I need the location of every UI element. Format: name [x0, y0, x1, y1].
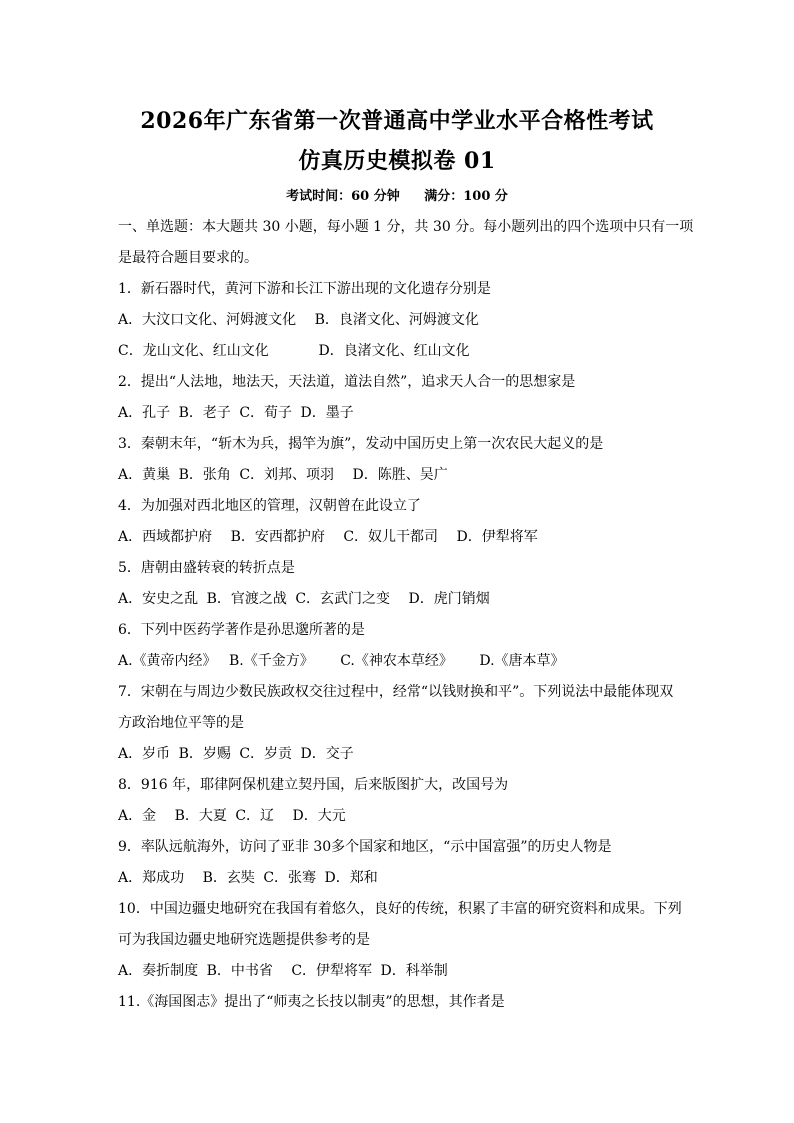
exam-meta	[0, 185, 794, 204]
question-stem: 3．秦朝末年，“斩木为兵，揭竿为旗”，发动中国历史上第一次农民大起义的是	[118, 436, 604, 452]
option: B．张角	[178, 467, 231, 483]
option-row	[118, 403, 688, 423]
section-instructions: 一、单选题：本大题共 30 小题，每小题 1 分，共 30 分。每小题列出的四个选项中只有一项	[118, 219, 694, 235]
option: C．龙山文化、红山文化	[118, 343, 269, 359]
option: A．孔子	[118, 405, 171, 421]
option: C．辽	[235, 808, 275, 824]
option: D．交子	[300, 746, 354, 762]
option-row	[118, 310, 688, 330]
option: C．刘邦、项羽	[239, 467, 335, 483]
question-stem-cont: 方政治地位平等的是	[118, 715, 244, 731]
option: A．岁币	[118, 746, 171, 762]
option-row	[118, 961, 688, 981]
option: D．墨子	[300, 405, 354, 421]
option-row	[118, 527, 688, 547]
question-stem: 4．为加强对西北地区的管理，汉朝曾在此设立了	[118, 498, 421, 514]
question-stem: 7．宋朝在与周边少数民族政权交往过程中，经常“以钱财换和平”。下列说法中最能体现双	[118, 684, 674, 700]
option: B．良渚文化、河姆渡文化	[314, 312, 479, 328]
question-stem: 6．下列中医药学著作是孙思邈所著的是	[118, 622, 365, 638]
option-row	[118, 868, 688, 888]
question-stem: 10．中国边疆史地研究在我国有着悠久，良好的传统，积累了丰富的研究资料和成果。下列	[118, 901, 682, 917]
question-stem: 1．新石器时代，黄河下游和长江下游出现的文化遗存分别是	[118, 281, 491, 297]
option: D．良渚文化、红山文化	[318, 343, 470, 359]
option: B．大夏	[174, 808, 227, 824]
option: D．虎门销烟	[408, 591, 490, 607]
option: A．安史之乱	[118, 591, 199, 607]
question-stem: 9．率队远航海外，访问了亚非 30多个国家和地区，“示中国富强”的历史人物是	[118, 839, 612, 855]
question-stem: 5．唐朝由盛转衰的转折点是	[118, 560, 295, 576]
option: D.《唐本草》	[479, 653, 565, 669]
question-stem: 11.《海国图志》提出了“师夷之长技以制夷”的思想，其作者是	[118, 994, 505, 1010]
question-stem-cont: 可为我国边疆史地研究选题提供参考的是	[118, 932, 370, 948]
option: B．中书省	[206, 963, 273, 979]
option-row	[118, 651, 688, 671]
option: C．荀子	[239, 405, 293, 421]
full-score: 满分：100 分	[424, 189, 508, 204]
option: C．玄武门之变	[295, 591, 391, 607]
exam-title: 2026年广东省第一次普通高中学业水平合格性考试	[140, 108, 654, 134]
option: D．大元	[292, 808, 346, 824]
option-row	[118, 465, 688, 485]
option: B.《千金方》	[229, 653, 314, 669]
option: D．科举制	[380, 963, 448, 979]
option: B．安西都护府	[230, 529, 325, 545]
option: C．岁贡	[239, 746, 293, 762]
option-row	[118, 589, 688, 609]
exam-subtitle: 仿真历史模拟卷 01	[298, 148, 496, 174]
option: D．郑和	[324, 870, 378, 886]
option: A．大汶口文化、河姆渡文化	[118, 312, 297, 328]
option: A．西域都护府	[118, 529, 213, 545]
option: B．官渡之战	[206, 591, 287, 607]
option-row	[118, 744, 688, 764]
option: C．张骞	[263, 870, 317, 886]
option: C.《神农本草经》	[340, 653, 453, 669]
option: A．郑成功	[118, 870, 185, 886]
option: B．老子	[178, 405, 231, 421]
option: A．奏折制度	[118, 963, 199, 979]
exam-time: 考试时间：60 分钟	[286, 189, 400, 204]
question-stem: 8．916 年，耶律阿保机建立契丹国，后来版图扩大，改国号为	[118, 777, 509, 793]
option: A．金	[118, 808, 157, 824]
option: D．伊犁将军	[456, 529, 538, 545]
option-row	[118, 341, 688, 361]
option: B．玄奘	[202, 870, 255, 886]
question-stem: 2．提出“人法地，地法天，天法道，道法自然”，追求天人合一的思想家是	[118, 374, 576, 390]
option: A.《黄帝内经》	[118, 653, 217, 669]
option: B．岁赐	[178, 746, 231, 762]
option: C．奴儿干都司	[343, 529, 439, 545]
option-row	[118, 806, 688, 826]
option: C．伊犁将军	[291, 963, 373, 979]
option: D．陈胜、吴广	[352, 467, 448, 483]
section-instructions-cont: 是最符合题目要求的。	[118, 250, 258, 266]
option: A．黄巢	[118, 467, 171, 483]
